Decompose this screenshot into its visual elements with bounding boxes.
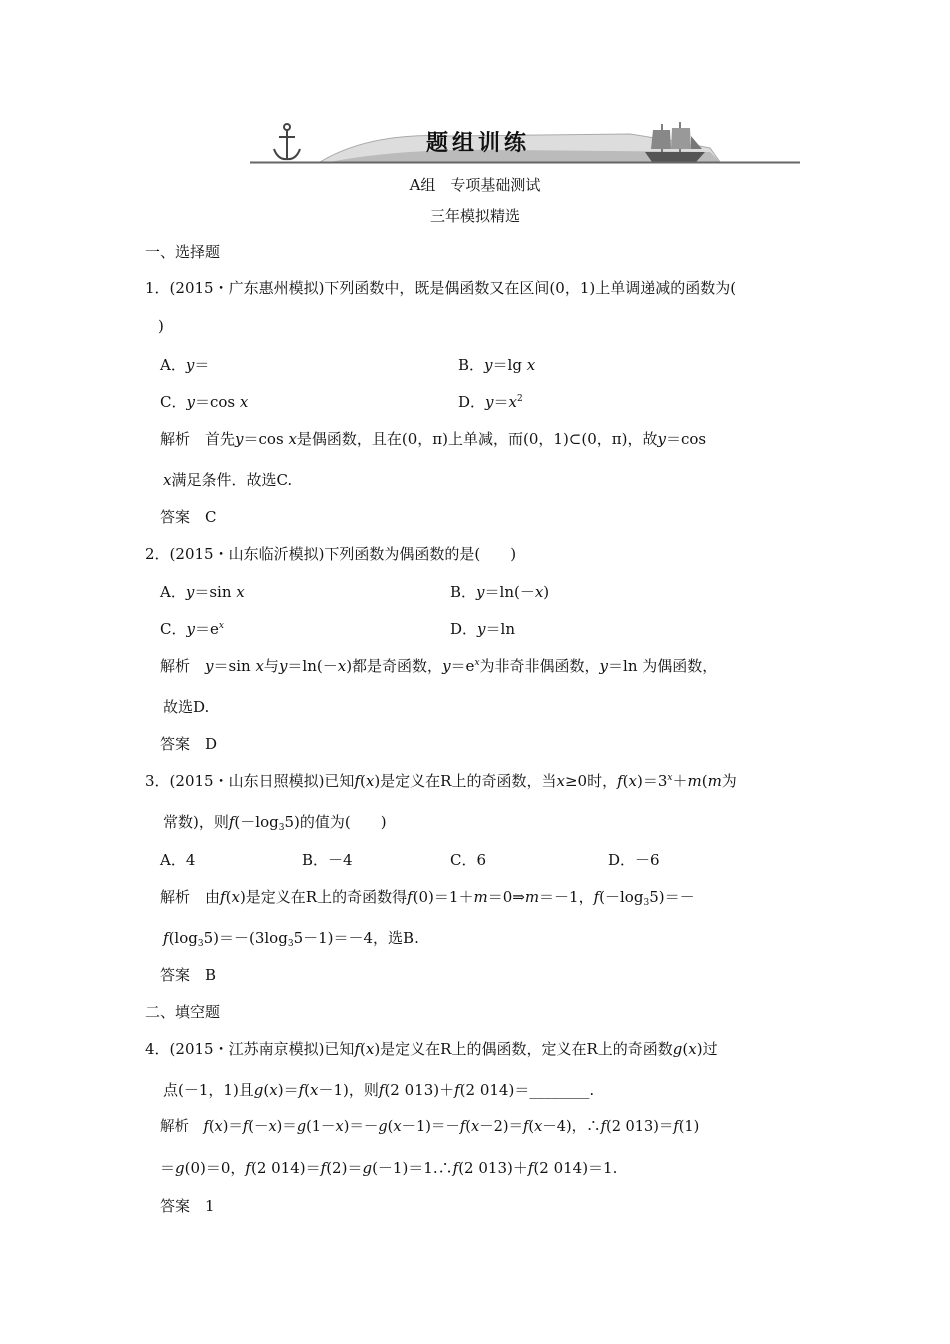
q4-analysis: 解析 f(x)＝f(－x)＝g(1－x)＝－g(x－1)＝－f(x－2)＝f(x－4)，∴f(2 013)＝f(1) xyxy=(160,1119,700,1135)
section-title: 题组训练 xyxy=(426,131,531,156)
q1-stem: 1．(2015・广东惠州模拟)下列函数中，既是偶函数又在区间(0，1)上单调递减的函数为( xyxy=(145,279,737,297)
q3-option-a: A．4 xyxy=(160,851,196,869)
q4-analysis-cont: ＝g(0)＝0，f(2 014)＝f(2)＝g(－1)＝1.∴f(2 013)＋f(2 014)＝1. xyxy=(160,1159,618,1177)
q1-option-a: A．y＝ xyxy=(160,356,210,374)
q3-stem: 3．(2015・山东日照模拟)已知f(x)是定义在R上的奇函数，当x≥0时，$f(x)=3^x+m(m$为 xyxy=(145,772,737,790)
q4-stem: 4．(2015・江苏南京模拟)已知f(x)是定义在R上的偶函数，定义在R上的奇函数g(x)过 xyxy=(145,1040,718,1058)
q3-option-d: D．－6 xyxy=(608,851,660,869)
q1-option-d: D．$y=x^2$ xyxy=(458,393,523,411)
section-choice: 一、选择题 xyxy=(145,243,221,261)
q2-stem: 2．(2015・山东临沂模拟)下列函数为偶函数的是( ) xyxy=(145,545,517,563)
q2-analysis: 解析 y＝sin x与y＝ln(－x)都是奇函数，$y=e^x$为非奇非偶函数，y＝ln 为偶函数， xyxy=(160,657,718,675)
q1-option-b: B．y＝lg x xyxy=(458,356,536,374)
q1-stem-cont: ) xyxy=(158,317,164,335)
q1-answer: 答案 C xyxy=(160,508,217,526)
section-fill: 二、填空题 xyxy=(145,1003,221,1021)
q3-option-c: C．6 xyxy=(450,851,487,869)
q4-answer: 答案 1 xyxy=(160,1197,215,1215)
q3-answer: 答案 B xyxy=(160,966,217,984)
anchor-icon xyxy=(274,124,300,159)
q2-option-a: A．y＝sin x xyxy=(160,583,245,601)
ship-icon xyxy=(645,122,705,162)
group-heading: A组 专项基础测试 xyxy=(409,176,541,194)
q2-option-c: C．$y=e^x$ xyxy=(160,620,224,638)
q2-analysis-cont: 故选D. xyxy=(163,698,210,716)
q3-stem-cont: 常数)，则$f(-\log_35)$的值为( ) xyxy=(163,813,387,833)
q2-answer: 答案 D xyxy=(160,735,218,753)
q1-analysis: 解析 首先y＝cos x是偶函数，且在(0，π)上单减，而(0，1)⊂(0，π)，故y＝cos xyxy=(160,430,707,448)
q2-option-d: D．y＝ln xyxy=(450,620,515,638)
q4-stem-cont: 点(－1，1)且g(x)＝f(x－1)，则f(2 013)＋f(2 014)＝________. xyxy=(163,1081,595,1099)
q1-analysis-cont: x满足条件．故选C. xyxy=(163,471,293,489)
q3-analysis: 解析 由f(x)是定义在R上的奇函数得f(0)＝1＋m＝0⇒m＝－1，$f(-\log_35)=-$ xyxy=(160,888,695,908)
subtitle: 三年模拟精选 xyxy=(429,207,520,225)
q3-option-b: B．－4 xyxy=(302,851,353,869)
q1-option-c: C．y＝cos x xyxy=(160,393,249,411)
q2-option-b: B．y＝ln(－x) xyxy=(450,583,550,601)
q3-analysis-cont: $f(\log_35)=-(3\log_35-1)=-4$，选B. xyxy=(163,929,419,949)
